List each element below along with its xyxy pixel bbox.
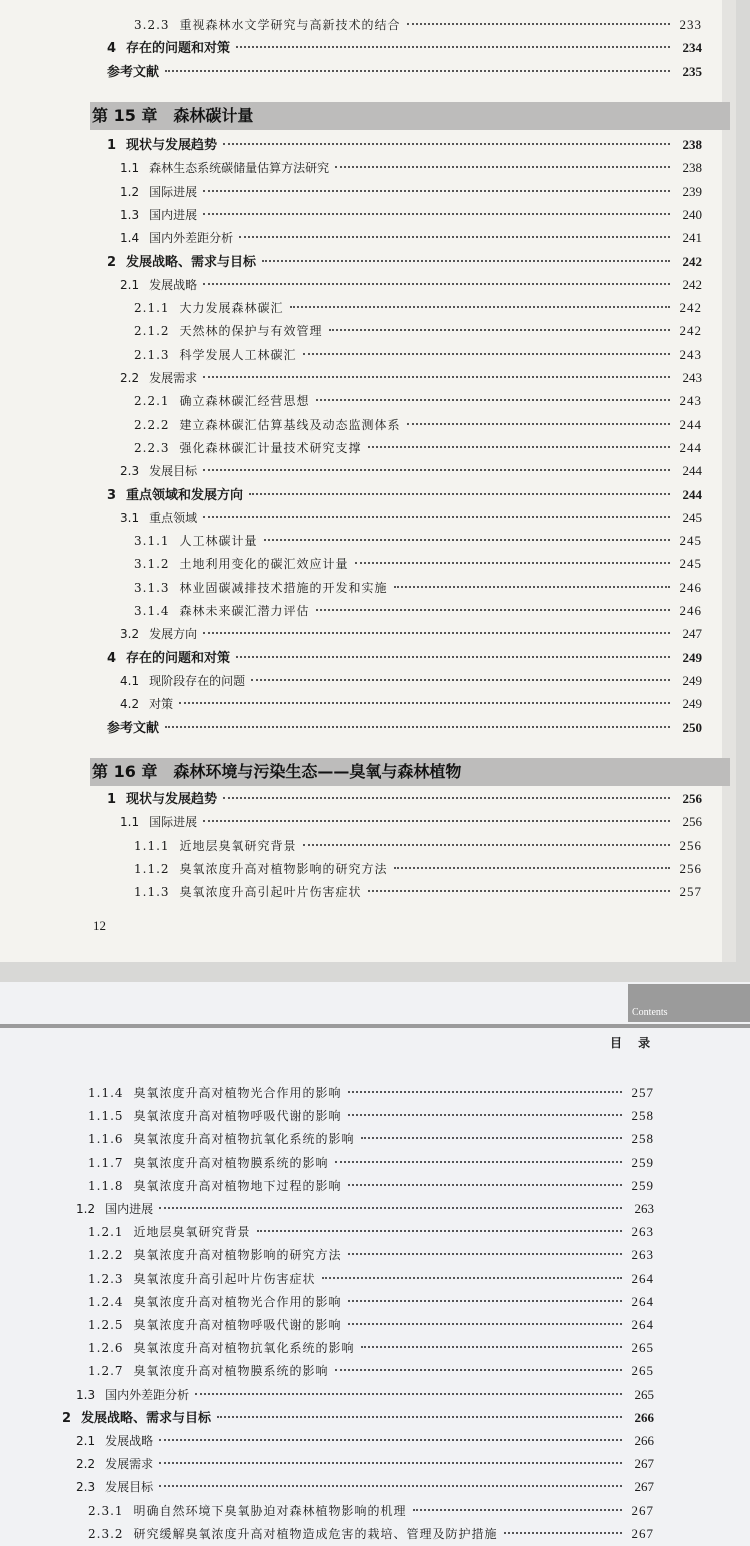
contents-tab [628,984,750,1022]
toc-entry-title: 林业固碳减排技术措施的开发和实施 [179,580,388,595]
toc-entry [120,507,702,529]
toc-entry [62,1407,654,1429]
leader-dots [203,366,670,378]
toc-entry-page: 245 [679,533,702,549]
toc-entry-number: 1.1.5 [88,1109,124,1124]
toc-entry-title: 森林未来碳汇潜力评估 [179,604,310,618]
leader-dots [165,60,670,72]
toc-entry [134,553,702,575]
leader-dots [179,692,670,704]
toc-entry-title: 臭氧浓度升高对植物膜系统的影响 [133,1364,329,1379]
leader-dots [303,343,670,355]
leader-dots [203,273,670,285]
toc-entry-title: 参考文献 [107,720,160,736]
toc-entry-page: 245 [682,509,702,525]
toc-entry-title: 现状与发展趋势 [126,792,218,807]
toc-entry [88,1244,654,1266]
book-spine [722,0,736,962]
toc-entry-page: 238 [682,137,702,152]
chapter-title: 森林碳计量 [173,106,254,125]
toc-entry-number: 1.4 [120,231,140,246]
toc-entry [107,251,702,273]
toc-entry [76,1384,654,1406]
leader-dots [203,203,670,215]
leader-dots [348,1081,622,1093]
contents-label: Contents [632,1007,668,1018]
toc-entry-number: 3 [107,487,117,503]
leader-dots [251,669,670,681]
toc-entry-title: 臭氧浓度升高对植物膜系统的影响 [133,1155,329,1170]
toc-references-entry [107,61,702,83]
toc-entry [88,1221,654,1243]
toc-entry-title: 研究缓解臭氧浓度升高对植物造成危害的栽培、管理及防护措施 [133,1526,498,1541]
leader-dots [322,1267,622,1279]
toc-entry [120,227,702,249]
toc-entry-title: 臭氧浓度升高对植物影响的研究方法 [133,1248,342,1263]
leader-dots [159,1475,622,1487]
toc-entry-page: 258 [631,1108,654,1124]
toc-entry-title: 发展方向 [149,627,198,642]
toc-entry-page: 265 [631,1340,654,1356]
toc-entry-number: 1.1 [120,815,140,830]
header-rule [0,1024,750,1028]
leader-dots [368,436,670,448]
toc-entry-number: 1.2 [76,1202,96,1216]
toc-entry [120,693,702,715]
toc-entry-number: 1.1.1 [134,838,170,853]
toc-entry-page: 257 [679,884,702,900]
toc-entry-title: 发展战略 [149,277,198,292]
toc-entry-number: 2.1 [76,1434,96,1448]
leader-dots [290,296,670,308]
toc-entry [107,484,702,506]
leader-dots [316,389,670,401]
toc-entry-title: 发展需求 [105,1457,154,1472]
toc-entry-page: 233 [679,17,702,32]
toc-entry-number: 1.1.6 [88,1132,124,1147]
toc-entry-title: 人工林碳计量 [179,534,258,549]
toc-entry-page: 267 [631,1525,654,1541]
toc-entry-page: 240 [682,206,702,222]
toc-entry-number: 1.1 [120,161,140,176]
leader-dots [203,459,670,471]
toc-entry-title: 国际进展 [149,184,198,199]
toc-entry-number: 1.2.7 [88,1364,124,1379]
toc-entry-number: 2.1.2 [134,324,170,339]
toc-entry-number: 1.2.6 [88,1341,124,1356]
toc-entry [120,157,702,179]
chapter-number: 第 15 章 [92,106,158,125]
leader-dots [394,576,670,588]
mulu-heading: 目 录 [610,1036,657,1050]
toc-entry [120,623,702,645]
toc-entry-page: 244 [682,463,702,479]
toc-entry [88,1105,654,1127]
toc-entry-title: 臭氧浓度升高对植物地下过程的影响 [133,1178,342,1193]
toc-entry [107,788,702,810]
toc-entry-page: 245 [679,556,702,572]
toc-entry [120,181,702,203]
toc-entry-title: 近地层臭氧研究背景 [133,1225,251,1240]
leader-dots [335,1359,622,1371]
toc-entry-title: 强化森林碳汇计量技术研究支撑 [179,440,362,455]
leader-dots [159,1452,622,1464]
toc-entry [134,835,702,857]
toc-entry-page: 263 [634,1201,654,1216]
toc-entry [76,1198,654,1220]
leader-dots [303,834,670,846]
toc-entry [134,858,702,880]
toc-entry [88,1337,654,1359]
chapter-heading [90,102,730,130]
toc-entry-page: 242 [682,253,702,269]
toc-entry-title: 臭氧浓度升高对植物抗氧化系统的影响 [133,1132,355,1147]
toc-entry-page: 256 [682,814,702,830]
toc-entry-page: 266 [634,1433,654,1448]
leader-dots [348,1313,622,1325]
toc-entry-number: 1.3 [76,1387,96,1402]
leader-dots [361,1127,622,1139]
toc-entry [134,14,702,36]
leader-dots [236,646,670,658]
toc-entry-page: 267 [634,1479,654,1495]
leader-dots [159,1197,622,1209]
toc-entry-number: 2.1 [120,277,140,292]
toc-entry-title: 发展战略 [105,1434,154,1448]
leader-dots [504,1522,622,1534]
toc-entry-number: 2 [107,254,117,270]
toc-entry-page: 256 [679,860,702,876]
toc-entry-title: 发展需求 [149,371,198,385]
toc-entry-number: 1.1.2 [134,861,170,876]
leader-dots [236,36,670,48]
toc-entry-number: 1.3 [120,207,140,222]
toc-entry [134,600,702,622]
toc-entry-page: 256 [682,791,702,806]
toc-entry [134,344,702,366]
toc-entry [88,1128,654,1150]
toc-entry-number: 1 [107,138,117,153]
toc-entry-title: 臭氧浓度升高对植物光合作用的影响 [133,1294,342,1309]
toc-entry [120,811,702,833]
toc-entry-title: 臭氧浓度升高对植物影响的研究方法 [179,861,388,876]
toc-entry-title: 确立森林碳汇经营思想 [179,394,310,409]
toc-entry-page: 264 [631,1317,654,1332]
toc-entry-title: 国内进展 [105,1202,154,1216]
toc-entry-title: 存在的问题和对策 [126,41,231,57]
toc-entry [88,1314,654,1336]
toc-entry-title: 参考文献 [107,64,160,80]
toc-entry-page: 267 [634,1456,654,1472]
leader-dots [203,810,670,822]
toc-entry [134,881,702,903]
toc-entry-page: 249 [682,649,702,665]
leader-dots [335,156,670,168]
leader-dots [413,1499,622,1511]
toc-entry-title: 现阶段存在的问题 [149,673,246,688]
toc-entry-page: 244 [682,486,702,502]
toc-entry-page: 263 [631,1224,654,1240]
toc-entry [134,297,702,319]
toc-entry-page: 246 [679,603,702,618]
toc-entry [107,37,702,59]
leader-dots [257,1220,622,1232]
leader-dots [223,787,670,799]
toc-entry-number: 1.2.1 [88,1225,124,1240]
toc-entry-title: 对策 [149,697,174,712]
toc-entry-page: 243 [679,393,702,409]
toc-entry-page: 243 [682,370,702,385]
leader-dots [329,319,670,331]
leader-dots [348,1104,622,1116]
toc-entry-title: 明确自然环境下臭氧胁迫对森林植物影响的机理 [133,1503,407,1518]
toc-entry-page: 239 [682,183,702,199]
toc-entry-number: 1.1.7 [88,1155,124,1170]
toc-entry-number: 4.2 [120,697,140,712]
toc-entry [120,460,702,482]
toc-entry [76,1430,654,1452]
toc-entry-page: 265 [634,1386,654,1402]
toc-entry-page: 244 [679,416,702,432]
toc-entry-page: 246 [679,579,702,595]
toc-entry-number: 2.2 [76,1457,96,1472]
toc-entry-title: 存在的问题和对策 [126,650,231,666]
leader-dots [348,1174,622,1186]
toc-entry-title: 重点领域 [149,510,198,525]
toc-entry-title: 臭氧浓度升高对植物呼吸代谢的影响 [133,1109,342,1124]
toc-entry-page: 249 [682,696,702,712]
toc-entry-title: 发展战略、需求与目标 [126,254,257,270]
toc-entry-number: 1.1.8 [88,1178,124,1193]
leader-dots [239,226,670,238]
toc-entry [88,1082,654,1104]
toc-entry [76,1453,654,1475]
toc-entry [120,274,702,296]
toc-entry-number: 1.2.2 [88,1248,124,1263]
page-number: 12 [93,918,106,933]
toc-entry-page: 242 [679,323,702,339]
toc-entry-number: 1.1.3 [134,885,170,900]
toc-entry-title: 发展战略、需求与目标 [81,1410,212,1426]
toc-entry-number: 2.2 [120,371,140,385]
toc-references-entry [107,717,702,739]
toc-entry-page: 234 [682,40,702,56]
toc-entry-page: 257 [631,1085,654,1100]
chapter-heading [90,758,730,786]
toc-entry-title: 建立森林碳汇估算基线及动态监测体系 [179,417,401,432]
toc-entry [107,134,702,156]
leader-dots [165,716,670,728]
chapter-title: 森林环境与污染生态——臭氧与森林植物 [173,762,462,781]
toc-entry-title: 森林生态系统碳储量估算方法研究 [149,161,330,176]
toc-entry-number: 3.2 [120,627,140,642]
toc-entry-page: 244 [679,439,702,455]
leader-dots [159,1429,622,1441]
toc-entry-page: 264 [631,1293,654,1309]
toc-entry [88,1175,654,1197]
toc-entry-page: 266 [634,1409,654,1425]
toc-entry [120,367,702,389]
toc-entry-number: 2.3 [120,464,140,479]
toc-entry-number: 1.2 [120,184,140,199]
toc-entry-number: 3.1.1 [134,534,170,549]
toc-entry-title: 国内外差距分析 [105,1387,190,1402]
toc-entry-number: 3.1 [120,510,140,525]
toc-entry [88,1291,654,1313]
toc-entry [88,1152,654,1174]
toc-entry [88,1268,654,1290]
toc-entry-title: 现状与发展趋势 [126,138,218,153]
toc-entry-title: 科学发展人工林碳汇 [179,347,297,362]
leader-dots [407,413,670,425]
leader-dots [203,506,670,518]
leader-dots [368,880,670,892]
toc-entry-page: 256 [679,837,702,853]
toc-entry-title: 重点领域和发展方向 [126,487,244,503]
leader-dots [195,1383,622,1395]
toc-entry-page: 242 [679,300,702,316]
toc-entry-title: 臭氧浓度升高对植物光合作用的影响 [133,1086,342,1100]
leader-dots [223,133,670,145]
toc-entry-title: 发展目标 [149,464,198,479]
toc-entry-number: 3.1.4 [134,604,170,618]
toc-entry-page: 247 [682,626,702,642]
toc-entry [134,530,702,552]
toc-entry-number: 3.2.3 [134,18,170,32]
toc-entry-number: 2.2.1 [134,394,170,409]
toc-entry [88,1500,654,1522]
leader-dots [335,1151,622,1163]
toc-entry-title: 国内外差距分析 [149,231,234,246]
leader-dots [203,622,670,634]
toc-entry-number: 1.1.4 [88,1086,124,1100]
toc-entry [134,414,702,436]
toc-entry-number: 3.1.2 [134,557,170,572]
toc-entry-title: 臭氧浓度升高对植物呼吸代谢的影响 [133,1318,342,1332]
leader-dots [361,1336,622,1348]
toc-entry [134,577,702,599]
toc-entry-number: 1.2.5 [88,1318,124,1332]
toc-entry [134,320,702,342]
leader-dots [249,483,670,495]
toc-entry [134,390,702,412]
toc-entry-number: 2.2.3 [134,440,170,455]
toc-entry-page: 238 [682,160,702,176]
leader-dots [316,599,670,611]
toc-entry-page: 242 [682,276,702,292]
toc-entry [107,647,702,669]
toc-entry-title: 国内进展 [149,207,198,222]
toc-entry-page: 258 [631,1131,654,1147]
toc-entry-number: 2.1.3 [134,347,170,362]
toc-entry-title: 臭氧浓度升高对植物抗氧化系统的影响 [133,1341,355,1356]
toc-entry-title: 国际进展 [149,815,198,830]
toc-entry-number: 2.1.1 [134,301,170,316]
toc-entry-page: 241 [682,230,702,246]
toc-entry-title: 臭氧浓度升高引起叶片伤害症状 [179,885,362,900]
toc-entry-number: 2.2.2 [134,417,170,432]
toc-entry-number: 2.3.2 [88,1526,124,1541]
toc-entry-title: 土地利用变化的碳汇效应计量 [179,557,349,572]
toc-entry-page: 264 [631,1270,654,1286]
toc-entry-page: 265 [631,1363,654,1379]
toc-entry-number: 1 [107,792,117,807]
toc-entry [120,670,702,692]
toc-entry [120,204,702,226]
chapter-number: 第 16 章 [92,762,158,781]
leader-dots [217,1406,622,1418]
toc-entry-title: 重视森林水文学研究与高新技术的结合 [179,18,401,32]
leader-dots [262,250,670,262]
leader-dots [355,552,670,564]
leader-dots [348,1290,622,1302]
toc-entry-number: 2.3.1 [88,1503,124,1518]
leader-dots [203,180,670,192]
toc-entry-title: 臭氧浓度升高引起叶片伤害症状 [133,1271,316,1286]
leader-dots [348,1243,622,1255]
toc-entry-number: 4 [107,41,117,57]
toc-entry [88,1360,654,1382]
toc-entry-number: 1.2.4 [88,1294,124,1309]
toc-entry-page: 263 [631,1247,654,1263]
toc-entry-number: 2 [62,1410,72,1426]
toc-entry-page: 235 [682,63,702,79]
leader-dots [264,529,670,541]
bottom-page [0,982,750,1546]
toc-entry-page: 243 [679,346,702,362]
toc-entry [88,1523,654,1545]
toc-entry-title: 天然林的保护与有效管理 [179,324,323,339]
toc-entry-number: 3.1.3 [134,580,170,595]
toc-entry-title: 近地层臭氧研究背景 [179,838,297,853]
toc-entry [76,1476,654,1498]
toc-entry-title: 发展目标 [105,1480,154,1495]
toc-entry [134,437,702,459]
toc-entry-page: 249 [682,672,702,688]
leader-dots [407,13,670,25]
leader-dots [394,857,670,869]
toc-entry-number: 1.2.3 [88,1271,124,1286]
toc-entry-number: 4 [107,650,117,666]
toc-entry-page: 250 [682,719,702,735]
toc-entry-page: 259 [631,1154,654,1170]
toc-entry-title: 大力发展森林碳汇 [179,301,284,316]
toc-entry-number: 4.1 [120,673,140,688]
toc-entry-page: 259 [631,1177,654,1193]
toc-entry-number: 2.3 [76,1480,96,1495]
toc-entry-page: 267 [631,1502,654,1518]
